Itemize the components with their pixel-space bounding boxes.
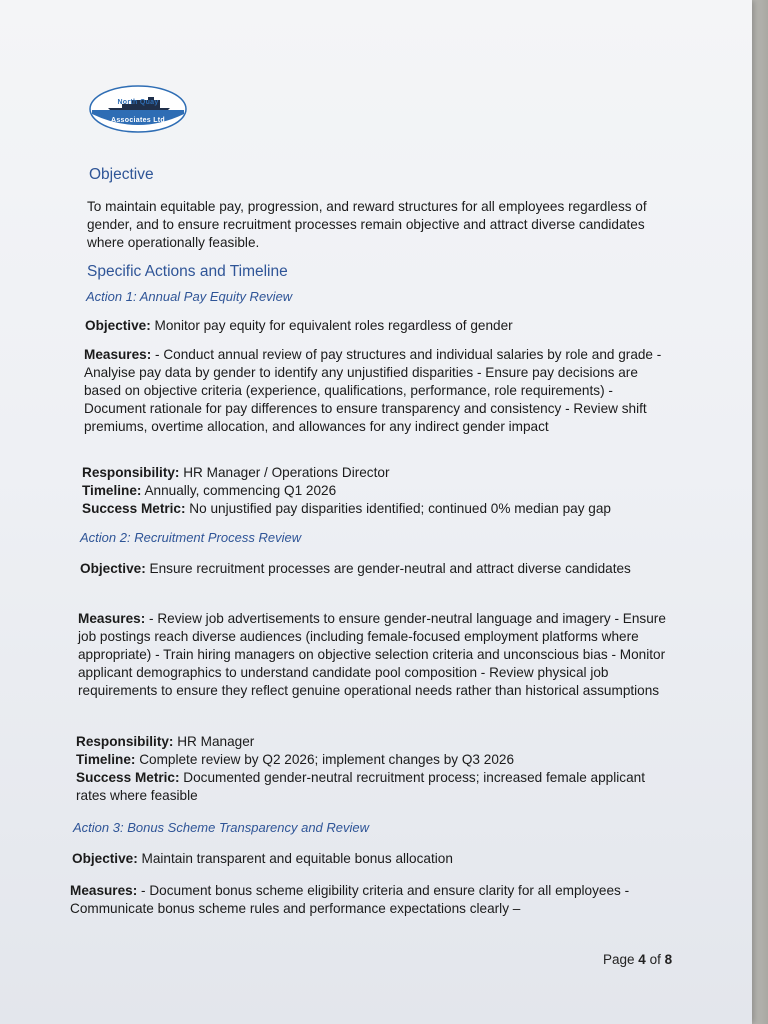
action2-responsibility [76,733,646,751]
timeline-label: Timeline: [82,483,142,498]
action1-objective [85,317,665,335]
measures-label: Measures: [70,883,138,898]
measures-label: Measures: [84,347,152,362]
action3-objective [72,850,652,868]
logo-line1: North Quay [117,99,159,106]
action2-responsibility-text: HR Manager [177,734,255,749]
action2-success-metric [76,769,646,805]
action3-objective-text: Maintain transparent and equitable bonus allocation [141,851,453,866]
objective-label: Objective: [72,851,138,866]
action3-title: Action 3: Bonus Scheme Transparency and Review [73,820,370,835]
of-word: of [649,952,661,967]
action1-success-metric-text: No unjustified pay disparities identified; continued 0% median pay gap [189,501,611,516]
company-logo [88,84,188,134]
action1-measures [84,346,664,436]
responsibility-label: Responsibility: [76,734,174,749]
action1-details [82,464,672,518]
action1-timeline-text: Annually, commencing Q1 2026 [144,483,337,498]
action2-success-metric-text: Documented gender-neutral recruitment process; increased female applicant rates where feasible [76,770,645,803]
action2-objective [80,560,640,578]
measures-label: Measures: [78,611,146,626]
objective-label: Objective: [80,561,146,576]
objective-heading: Objective [89,166,154,183]
page-number-footer [603,952,672,967]
action2-measures-text: - Review job advertisements to ensure gender-neutral language and imagery - Ensure job postings reach diverse audiences (including female-focused employment platforms where appropriate) - Train hiring managers on objective selection criteria and unconscious bias - Monitor applicant demographics to understand candidate pool composition - Review physical job requirements to ensure they reflect genuine operational needs rather than historical assumptions [78,611,666,698]
page-word: Page [603,952,635,967]
action2-timeline [76,751,646,769]
total-pages-number: 8 [664,952,673,967]
action2-measures [78,610,668,700]
action1-objective-text: Monitor pay equity for equivalent roles regardless of gender [154,318,513,333]
action1-success-metric [82,500,672,518]
current-page-number: 4 [638,952,646,967]
action2-details [76,733,646,805]
timeline-label: Timeline: [76,752,136,767]
action1-title: Action 1: Annual Pay Equity Review [86,289,293,304]
objective-body: To maintain equitable pay, progression, and reward structures for all employees regardless of gender, and to ensure recruitment processes remain objective and attract diverse candidates where operationally feasible. [87,199,647,250]
logo-line2: Associates Ltd [111,117,165,124]
success-metric-label: Success Metric: [82,501,186,516]
action1-responsibility-text: HR Manager / Operations Director [183,465,390,480]
action3-measures [70,882,645,918]
action1-responsibility [82,464,672,482]
action2-objective-text: Ensure recruitment processes are gender-neutral and attract diverse candidates [149,561,631,576]
responsibility-label: Responsibility: [82,465,180,480]
action1-measures-text: - Conduct annual review of pay structures and individual salaries by role and grade - Analyise pay data by gender to identify any unjustified disparities - Ensure pay decisions are based on objective criteria (experience, qualifications, performance, role requirements) - Document rationale for pay differences to ensure transparency and consistency - Review shift premiums, overtime allocation, and allowances for any indirect gender impact [84,347,662,434]
objective-label: Objective: [85,318,151,333]
action3-measures-text: - Document bonus scheme eligibility criteria and ensure clarity for all employees - Communicate bonus scheme rules and performance expectations clearly – [70,883,630,916]
success-metric-label: Success Metric: [76,770,180,785]
action2-title: Action 2: Recruitment Process Review [80,530,302,545]
specific-actions-heading: Specific Actions and Timeline [87,263,288,280]
action1-timeline [82,482,672,500]
action2-timeline-text: Complete review by Q2 2026; implement changes by Q3 2026 [139,752,515,767]
